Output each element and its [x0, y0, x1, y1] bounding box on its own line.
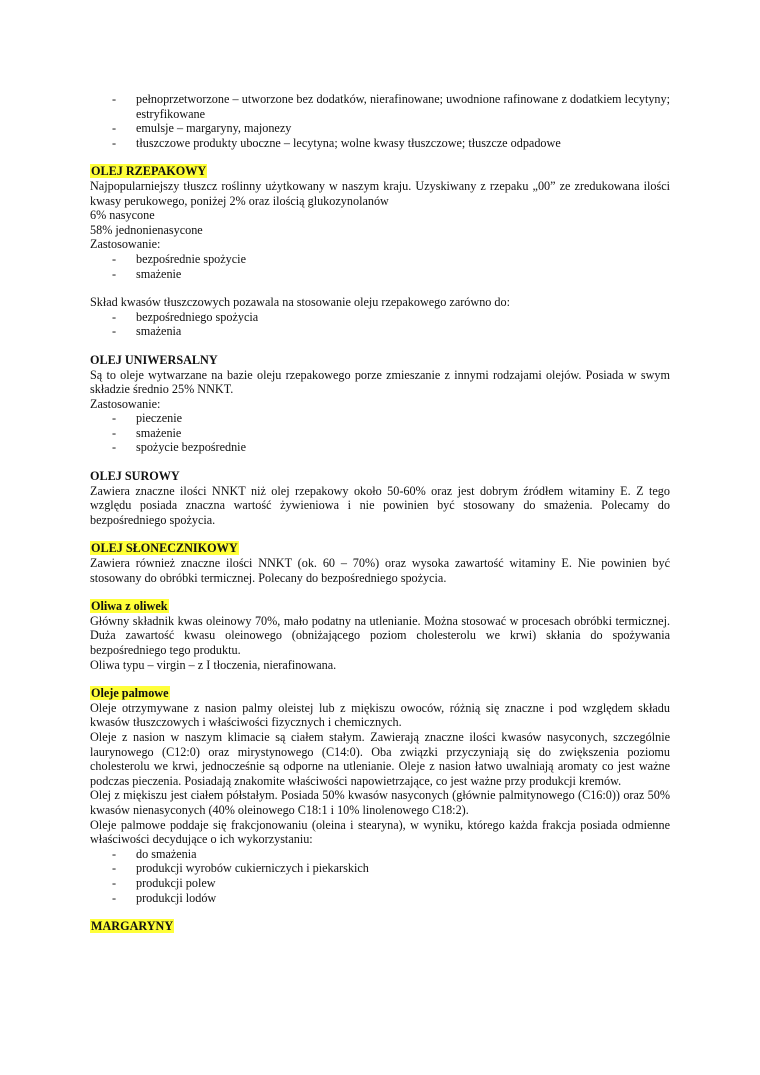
list-item: - bezpośrednie spożycie: [112, 251, 246, 266]
paragraph: Oliwa typu – virgin – z I tłoczenia, nierafinowana.: [90, 657, 337, 672]
list-item: - smażenia: [112, 324, 182, 339]
paragraph: Zawiera znaczne ilości NNKT niż olej rzepakowy około 50-60% oraz jest dobrym źródłem witaminy E. Z tego względu posiada znaczna wartość żywieniowa i nie powinien być stosowany do smażenia. Polecamy do bezpośredniego spożycia.: [90, 483, 670, 527]
list-item: - bezpośredniego spożycia: [112, 309, 259, 324]
list-item: - spożycie bezpośrednie: [112, 440, 246, 455]
paragraph: Najpopularniejszy tłuszcz roślinny użytkowany w naszym kraju. Uzyskiwany z rzepaku „00” ze zredukowana ilości kwasy perukowego, poniżej 2% oraz ilością glukozynolanów: [90, 178, 670, 208]
usage-label: Zastosowanie:: [90, 237, 161, 252]
section-heading-palmowe: Oleje palmowe: [91, 686, 169, 701]
paragraph: 58% jednonienasycone: [90, 222, 203, 237]
bullet-dash: -: [112, 135, 117, 150]
paragraph: Skład kwasów tłuszczowych pozawala na stosowanie oleju rzepakowego zarówno do:: [90, 295, 510, 310]
paragraph: Są to oleje wytwarzane na bazie oleju rzepakowego porze zmieszanie z innymi rodzajami olejów. Posiada w swym składzie średnio 25% NNKT.: [90, 367, 670, 397]
list-item: - pełnoprzetworzone – utworzone bez dodatków, nierafinowane; uwodnione rafinowane z dodatkiem lecytyny; estryfikowane: [112, 92, 670, 121]
list-item: - tłuszczowe produkty uboczne – lecytyna; wolne kwasy tłuszczowe; tłuszcze odpadowe: [112, 135, 561, 150]
paragraph: Oleje otrzymywane z nasion palmy oleistej lub z miękiszu owoców, różnią się znaczne i pod względem składu kwasów tłuszczowych i właściwości fizycznych i chemicznych.: [90, 700, 670, 730]
section-heading-rzepakowy: OLEJ RZEPAKOWY: [91, 164, 207, 179]
list-item: - produkcji wyrobów cukierniczych i piekarskich: [112, 861, 369, 876]
bullet-dash: -: [112, 251, 117, 266]
bullet-dash: -: [112, 846, 117, 861]
section-heading-margaryny: MARGARYNY: [91, 919, 174, 934]
paragraph: 6% nasycone: [90, 208, 155, 223]
paragraph: Zawiera również znaczne ilości NNKT (ok. 60 – 70%) oraz wysoka zawartość witaminy E. Nie powinien być stosowany do obróbki termicznej. Polecany do bezpośredniego spożycia.: [90, 556, 670, 585]
list-item: - produkcji lodów: [112, 890, 217, 905]
list-item: - smażenie: [112, 266, 182, 281]
bullet-dash: -: [112, 861, 117, 876]
bullet-dash: -: [112, 875, 117, 890]
section-heading-uniwersalny: OLEJ UNIWERSALNY: [90, 352, 218, 367]
list-item: - do smażenia: [112, 846, 197, 861]
bullet-dash: -: [112, 121, 117, 136]
bullet-dash: -: [112, 425, 117, 440]
section-heading-oliwa: Oliwa z oliwek: [91, 599, 168, 614]
paragraph: Główny składnik kwas oleinowy 70%, mało podatny na utlenianie. Można stosować w procesach obróbki termicznej. Duża zawartość kwasu oleinowego (obniżającego poziom cholesterolu we krwi) skłania do spożywania bezpośredniego tego produktu.: [90, 613, 670, 657]
bullet-dash: -: [112, 440, 117, 455]
bullet-dash: -: [112, 309, 117, 324]
bullet-dash: -: [112, 411, 117, 426]
bullet-dash: -: [112, 324, 117, 339]
section-heading-slonecznikowy: OLEJ SŁONECZNIKOWY: [91, 541, 238, 556]
bullet-dash: -: [112, 92, 117, 106]
intro-bullet-list: [90, 92, 670, 150]
paragraph: Oleje z nasion w naszym klimacie są ciałem stałym. Zawierają znaczne ilości kwasów nasyconych, szczególnie laurynowego (C12:0) oraz mirystynowego (C14:0). Oba związki przyczyniają się do zwiększenia poziomu cholesterolu we krwi, jednocześnie są odporne na utlenianie. Oleje z nasion łatwo uwalniają aromaty co jest ważne podczas pieczenia. Posiadają znakomite właściwości napowietrzające, co jest ważne przy produkcji kremów.: [90, 729, 670, 788]
list-item: - produkcji polew: [112, 875, 216, 890]
list-item: - pieczenie: [112, 411, 183, 426]
bullet-dash: -: [112, 266, 117, 281]
paragraph: Olej z miękiszu jest ciałem półstałym. Posiada 50% kwasów nasyconych (głównie palmitynowego (C16:0)) oraz 50% kwasów nienasyconych (40% oleinowego C18:1 i 10% linolenowego C18:2).: [90, 788, 670, 817]
bullet-dash: -: [112, 890, 117, 905]
list-item: - emulsje – margaryny, majonezy: [112, 121, 292, 136]
paragraph: Oleje palmowe poddaje się frakcjonowaniu (oleina i stearyna), w wyniku, którego każda frakcja posiada odmienne właściwości decydujące o ich wykorzystaniu:: [90, 817, 670, 847]
section-heading-surowy: OLEJ SUROWY: [90, 469, 180, 484]
document-page: [90, 92, 670, 934]
usage-label: Zastosowanie:: [90, 396, 161, 411]
list-item: - smażenie: [112, 425, 182, 440]
